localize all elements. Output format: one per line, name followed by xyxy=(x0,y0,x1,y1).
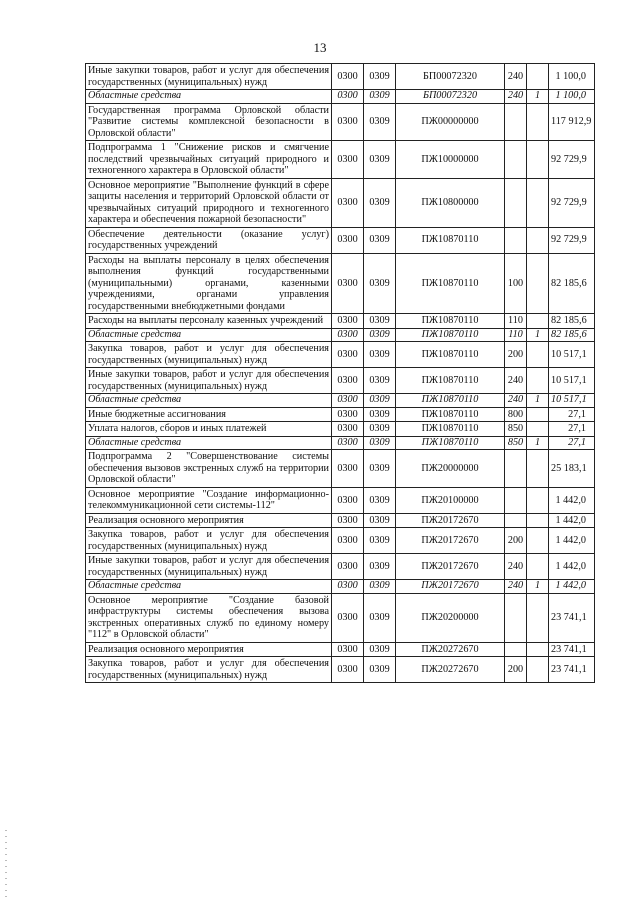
row-amount: 27,1 xyxy=(549,422,595,437)
row-target-article: ПЖ10870110 xyxy=(396,314,505,329)
row-amount: 10 517,1 xyxy=(549,342,595,368)
row-target-article: ПЖ20172670 xyxy=(396,513,505,528)
row-subsection: 0309 xyxy=(364,528,396,554)
row-funding-source xyxy=(527,178,549,227)
row-subsection: 0309 xyxy=(364,436,396,450)
row-target-article: ПЖ10870110 xyxy=(396,227,505,253)
row-target-article: ПЖ10870110 xyxy=(396,407,505,422)
row-amount: 92 729,9 xyxy=(549,227,595,253)
row-name: Подпрограмма 2 "Совершенствование системы обеспечения вызовов экстренных служб на территории Орловской области" xyxy=(86,450,332,488)
row-funding-source xyxy=(527,103,549,141)
row-expense-type: 850 xyxy=(505,436,527,450)
row-section: 0300 xyxy=(332,368,364,394)
table-row xyxy=(86,580,595,594)
row-target-article: ПЖ20272670 xyxy=(396,657,505,683)
table-row xyxy=(86,328,595,342)
row-name: Закупка товаров, работ и услуг для обеспечения государственных (муниципальных) нужд xyxy=(86,342,332,368)
row-target-article: ПЖ10800000 xyxy=(396,178,505,227)
row-subsection: 0309 xyxy=(364,178,396,227)
row-section: 0300 xyxy=(332,328,364,342)
row-subsection: 0309 xyxy=(364,90,396,104)
page-number: 13 xyxy=(313,40,327,55)
table-row xyxy=(86,314,595,329)
row-target-article: ПЖ20172670 xyxy=(396,528,505,554)
scan-margin-marks xyxy=(5,830,7,900)
row-subsection: 0309 xyxy=(364,328,396,342)
row-funding-source xyxy=(527,422,549,437)
row-expense-type: 110 xyxy=(505,328,527,342)
row-subsection: 0309 xyxy=(364,141,396,179)
row-expense-type: 200 xyxy=(505,657,527,683)
row-funding-source xyxy=(527,342,549,368)
row-name: Иные бюджетные ассигнования xyxy=(86,407,332,422)
row-name: Основное мероприятие "Создание базовой инфраструктуры системы обеспечения вызова экстренных оперативных служб по единому номеру "112" в Орловской области" xyxy=(86,593,332,642)
row-section: 0300 xyxy=(332,394,364,408)
row-target-article: ПЖ10870110 xyxy=(396,342,505,368)
row-funding-source xyxy=(527,593,549,642)
row-name: Областные средства xyxy=(86,436,332,450)
row-funding-source xyxy=(527,487,549,513)
row-target-article: ПЖ10870110 xyxy=(396,436,505,450)
row-expense-type xyxy=(505,642,527,657)
row-funding-source xyxy=(527,450,549,488)
row-name: Реализация основного мероприятия xyxy=(86,513,332,528)
row-name: Областные средства xyxy=(86,580,332,594)
row-target-article: ПЖ00000000 xyxy=(396,103,505,141)
row-name: Подпрограмма 1 "Снижение рисков и смягчение последствий чрезвычайных ситуаций природного и техногенного характера в Орловской области" xyxy=(86,141,332,179)
row-section: 0300 xyxy=(332,314,364,329)
row-name: Иные закупки товаров, работ и услуг для обеспечения государственных (муниципальных) нужд xyxy=(86,554,332,580)
row-target-article: ПЖ20000000 xyxy=(396,450,505,488)
table-row xyxy=(86,528,595,554)
table-row xyxy=(86,593,595,642)
table-row xyxy=(86,368,595,394)
row-expense-type xyxy=(505,487,527,513)
row-subsection: 0309 xyxy=(364,253,396,314)
row-section: 0300 xyxy=(332,436,364,450)
row-name: Уплата налогов, сборов и иных платежей xyxy=(86,422,332,437)
row-amount: 27,1 xyxy=(549,436,595,450)
row-funding-source xyxy=(527,513,549,528)
row-amount: 23 741,1 xyxy=(549,593,595,642)
row-name: Основное мероприятие "Выполнение функций в сфере защиты населения и территорий Орловской области от чрезвычайных ситуаций природного и техногенного характера и обеспечения пожарной безопасности" xyxy=(86,178,332,227)
row-target-article: ПЖ10870110 xyxy=(396,253,505,314)
row-funding-source xyxy=(527,642,549,657)
row-expense-type: 240 xyxy=(505,394,527,408)
table-row xyxy=(86,487,595,513)
table-row xyxy=(86,422,595,437)
row-section: 0300 xyxy=(332,103,364,141)
table-row xyxy=(86,450,595,488)
row-subsection: 0309 xyxy=(364,487,396,513)
table-row xyxy=(86,141,595,179)
row-target-article: ПЖ20172670 xyxy=(396,554,505,580)
row-target-article: ПЖ10870110 xyxy=(396,368,505,394)
row-expense-type xyxy=(505,103,527,141)
row-subsection: 0309 xyxy=(364,657,396,683)
row-amount: 1 100,0 xyxy=(549,64,595,90)
row-expense-type: 240 xyxy=(505,368,527,394)
row-section: 0300 xyxy=(332,342,364,368)
row-name: Иные закупки товаров, работ и услуг для обеспечения государственных (муниципальных) нужд xyxy=(86,368,332,394)
row-name: Областные средства xyxy=(86,328,332,342)
row-section: 0300 xyxy=(332,487,364,513)
row-amount: 1 442,0 xyxy=(549,513,595,528)
table-row xyxy=(86,342,595,368)
table-row xyxy=(86,64,595,90)
row-target-article: ПЖ10870110 xyxy=(396,328,505,342)
row-target-article: ПЖ10870110 xyxy=(396,394,505,408)
row-amount: 82 185,6 xyxy=(549,328,595,342)
row-amount: 10 517,1 xyxy=(549,368,595,394)
row-subsection: 0309 xyxy=(364,642,396,657)
row-expense-type: 240 xyxy=(505,580,527,594)
row-target-article: ПЖ10870110 xyxy=(396,422,505,437)
row-amount: 82 185,6 xyxy=(549,314,595,329)
row-amount: 25 183,1 xyxy=(549,450,595,488)
row-amount: 1 100,0 xyxy=(549,90,595,104)
row-subsection: 0309 xyxy=(364,227,396,253)
row-funding-source: 1 xyxy=(527,436,549,450)
row-section: 0300 xyxy=(332,450,364,488)
row-section: 0300 xyxy=(332,554,364,580)
row-subsection: 0309 xyxy=(364,103,396,141)
row-funding-source xyxy=(527,141,549,179)
row-name: Иные закупки товаров, работ и услуг для обеспечения государственных (муниципальных) нужд xyxy=(86,64,332,90)
row-amount: 10 517,1 xyxy=(549,394,595,408)
budget-table-body xyxy=(86,64,595,683)
row-expense-type xyxy=(505,141,527,179)
row-funding-source xyxy=(527,253,549,314)
row-funding-source xyxy=(527,407,549,422)
table-row xyxy=(86,227,595,253)
row-section: 0300 xyxy=(332,64,364,90)
budget-table xyxy=(85,63,595,683)
row-expense-type xyxy=(505,450,527,488)
table-row xyxy=(86,436,595,450)
row-name: Основное мероприятие "Создание информационно-телекоммуникационной сети системы-112" xyxy=(86,487,332,513)
row-subsection: 0309 xyxy=(364,513,396,528)
row-target-article: БП00072320 xyxy=(396,90,505,104)
row-expense-type: 240 xyxy=(505,90,527,104)
row-amount: 1 442,0 xyxy=(549,580,595,594)
row-expense-type xyxy=(505,227,527,253)
row-amount: 23 741,1 xyxy=(549,642,595,657)
row-name: Государственная программа Орловской области "Развитие системы комплексной безопасности в Орловской области" xyxy=(86,103,332,141)
row-amount: 92 729,9 xyxy=(549,178,595,227)
row-name: Обеспечение деятельности (оказание услуг) государственных учреждений xyxy=(86,227,332,253)
table-row xyxy=(86,394,595,408)
row-funding-source: 1 xyxy=(527,394,549,408)
row-target-article: ПЖ20272670 xyxy=(396,642,505,657)
row-subsection: 0309 xyxy=(364,314,396,329)
row-funding-source: 1 xyxy=(527,580,549,594)
row-name: Расходы на выплаты персоналу казенных учреждений xyxy=(86,314,332,329)
row-name: Областные средства xyxy=(86,90,332,104)
table-row xyxy=(86,407,595,422)
row-subsection: 0309 xyxy=(364,593,396,642)
row-subsection: 0309 xyxy=(364,407,396,422)
row-subsection: 0309 xyxy=(364,368,396,394)
row-section: 0300 xyxy=(332,90,364,104)
row-section: 0300 xyxy=(332,407,364,422)
row-name: Реализация основного мероприятия xyxy=(86,642,332,657)
row-expense-type: 240 xyxy=(505,554,527,580)
row-expense-type: 200 xyxy=(505,528,527,554)
row-amount: 92 729,9 xyxy=(549,141,595,179)
row-amount: 1 442,0 xyxy=(549,487,595,513)
row-funding-source xyxy=(527,657,549,683)
row-amount: 27,1 xyxy=(549,407,595,422)
table-row xyxy=(86,253,595,314)
row-funding-source xyxy=(527,314,549,329)
row-section: 0300 xyxy=(332,141,364,179)
row-funding-source xyxy=(527,227,549,253)
row-amount: 1 442,0 xyxy=(549,554,595,580)
row-expense-type xyxy=(505,593,527,642)
row-amount: 117 912,9 xyxy=(549,103,595,141)
row-expense-type: 240 xyxy=(505,64,527,90)
row-target-article: ПЖ10000000 xyxy=(396,141,505,179)
row-expense-type xyxy=(505,178,527,227)
row-amount: 23 741,1 xyxy=(549,657,595,683)
row-expense-type: 800 xyxy=(505,407,527,422)
row-subsection: 0309 xyxy=(364,342,396,368)
row-expense-type: 200 xyxy=(505,342,527,368)
table-row xyxy=(86,90,595,104)
row-expense-type: 850 xyxy=(505,422,527,437)
row-section: 0300 xyxy=(332,227,364,253)
row-subsection: 0309 xyxy=(364,554,396,580)
row-subsection: 0309 xyxy=(364,394,396,408)
row-name: Закупка товаров, работ и услуг для обеспечения государственных (муниципальных) нужд xyxy=(86,528,332,554)
row-target-article: ПЖ20172670 xyxy=(396,580,505,594)
row-subsection: 0309 xyxy=(364,422,396,437)
row-name: Закупка товаров, работ и услуг для обеспечения государственных (муниципальных) нужд xyxy=(86,657,332,683)
table-row xyxy=(86,657,595,683)
table-row xyxy=(86,554,595,580)
row-amount: 1 442,0 xyxy=(549,528,595,554)
table-row xyxy=(86,103,595,141)
row-section: 0300 xyxy=(332,513,364,528)
row-target-article: БП00072320 xyxy=(396,64,505,90)
row-amount: 82 185,6 xyxy=(549,253,595,314)
row-subsection: 0309 xyxy=(364,450,396,488)
row-name: Областные средства xyxy=(86,394,332,408)
row-expense-type: 100 xyxy=(505,253,527,314)
row-funding-source: 1 xyxy=(527,90,549,104)
row-section: 0300 xyxy=(332,528,364,554)
row-section: 0300 xyxy=(332,657,364,683)
table-row xyxy=(86,642,595,657)
row-funding-source xyxy=(527,528,549,554)
row-section: 0300 xyxy=(332,580,364,594)
row-section: 0300 xyxy=(332,593,364,642)
row-section: 0300 xyxy=(332,642,364,657)
row-target-article: ПЖ20100000 xyxy=(396,487,505,513)
row-section: 0300 xyxy=(332,178,364,227)
row-funding-source xyxy=(527,554,549,580)
row-name: Расходы на выплаты персоналу в целях обеспечения выполнения функций государственными (муниципальными) органами, казенными учреждениями, органами управления государственными внебюджетными фондами xyxy=(86,253,332,314)
row-section: 0300 xyxy=(332,253,364,314)
row-subsection: 0309 xyxy=(364,580,396,594)
row-expense-type xyxy=(505,513,527,528)
row-section: 0300 xyxy=(332,422,364,437)
row-funding-source: 1 xyxy=(527,328,549,342)
row-expense-type: 110 xyxy=(505,314,527,329)
row-target-article: ПЖ20200000 xyxy=(396,593,505,642)
table-row xyxy=(86,178,595,227)
row-funding-source xyxy=(527,64,549,90)
row-funding-source xyxy=(527,368,549,394)
table-row xyxy=(86,513,595,528)
row-subsection: 0309 xyxy=(364,64,396,90)
